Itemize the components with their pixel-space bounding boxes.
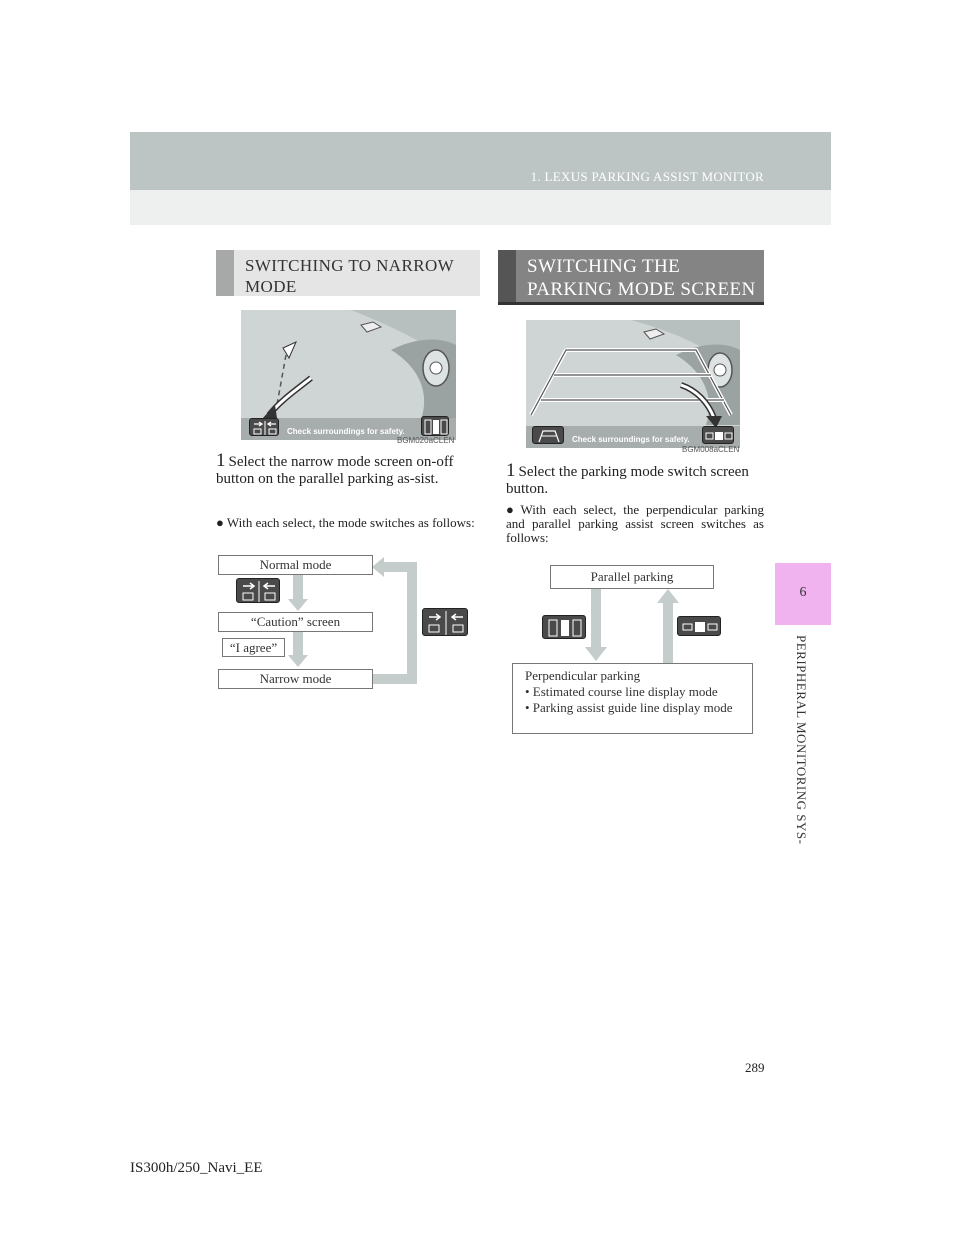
bullet-dot: ● — [216, 515, 224, 530]
instruction-step — [506, 462, 764, 498]
section-heading-narrow-mode — [216, 250, 480, 296]
bullet-item — [216, 516, 480, 530]
flow-box-parallel-parking: Parallel parking — [550, 565, 714, 589]
heading-accent — [498, 250, 516, 302]
flow-box-perpendicular-parking — [512, 663, 753, 734]
screen-caption: BGM008aCLEN — [682, 445, 740, 454]
step-number: 1 — [506, 460, 516, 481]
flow-box-caution-screen: “Caution” screen — [218, 612, 373, 632]
bullet-item — [506, 503, 764, 545]
perpendicular-parking-mode-icon — [677, 616, 721, 636]
bullet-dot: ● — [506, 502, 518, 517]
step-number: 1 — [216, 450, 226, 471]
perpendicular-option-estimated-course: • Estimated course line display mode — [525, 684, 718, 699]
narrow-mode-button-icon — [249, 418, 279, 436]
document-code: IS300h/250_Navi_EE — [130, 1160, 263, 1176]
flow-box-normal-mode: Normal mode — [218, 555, 373, 575]
heading-text: SWITCHING TO NARROW MODE — [245, 256, 454, 296]
perpendicular-option-guide-line: • Parking assist guide line display mode — [525, 700, 733, 715]
parallel-parking-icon — [702, 426, 734, 444]
section-heading-parking-mode — [498, 250, 764, 305]
bullet-text: With each select, the perpendicular parking and parallel parking assist screen switches as follows: — [506, 502, 765, 545]
course-line-icon — [532, 426, 564, 444]
chapter-side-label — [775, 635, 831, 935]
narrow-mode-screen-illustration — [241, 310, 456, 440]
narrow-mode-button-icon-return — [422, 608, 468, 636]
parking-mode-screen-illustration — [526, 320, 740, 448]
instruction-step — [216, 452, 480, 488]
narrow-mode-button-icon-normal — [236, 578, 280, 603]
chapter-side-label-text: PERIPHERAL MONITORING SYS- — [794, 635, 809, 845]
screen-caption: BGM020aCLEN — [397, 436, 455, 445]
perpendicular-title: Perpendicular parking — [525, 668, 641, 683]
heading-text: SWITCHING THE PARKING MODE SCREEN — [527, 256, 756, 300]
chapter-number: 6 — [799, 585, 807, 600]
bullet-text: With each select, the mode switches as follows: — [226, 515, 475, 530]
parallel-parking-mode-icon — [542, 615, 586, 639]
screen-safety-message: Check surroundings for safety. — [572, 435, 690, 444]
flow-box-i-agree: “I agree” — [222, 638, 285, 657]
screen-safety-message: Check surroundings for safety. — [287, 427, 405, 436]
step-text: Select the parking mode switch screen button. — [506, 464, 749, 497]
heading-accent — [216, 250, 234, 296]
page-number: 289 — [745, 1060, 765, 1075]
header-subbar — [130, 190, 831, 225]
parking-mode-icon — [421, 416, 449, 436]
step-text: Select the narrow mode screen on-off button on the parallel parking as-sist. — [216, 454, 454, 487]
chapter-title: 1. LEXUS PARKING ASSIST MONITOR — [530, 169, 764, 184]
flow-box-narrow-mode: Narrow mode — [218, 669, 373, 689]
